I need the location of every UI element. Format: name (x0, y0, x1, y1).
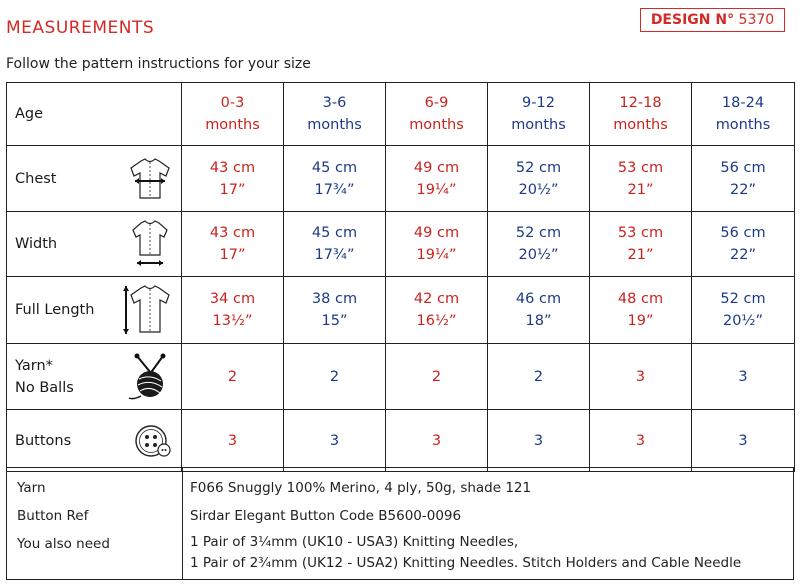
size-header: 12-18 months (590, 83, 692, 146)
yarn-label: Yarn* No Balls (7, 344, 182, 410)
size-header: 3-6 months (284, 83, 386, 146)
chest-value: 56 cm 22” (692, 146, 795, 212)
buttons-value: 3 (386, 410, 488, 472)
width-value: 53 cm 21” (590, 212, 692, 277)
yarn-value: 2 (488, 344, 590, 410)
age-label: Age (7, 83, 182, 146)
size-header: 6-9 months (386, 83, 488, 146)
yarn-info-label: Yarn (17, 480, 46, 496)
chest-value: 45 cm 17¾” (284, 146, 386, 212)
needles-line-1: 1 Pair of 3¼mm (UK10 - USA3) Knitting Needles, (190, 534, 519, 550)
length-value: 38 cm 15” (284, 277, 386, 344)
yarn-info-value: F066 Snuggly 100% Merino, 4 ply, 50g, shade 121 (190, 480, 532, 496)
length-value: 34 cm 13½” (182, 277, 284, 344)
buttons-value: 3 (284, 410, 386, 472)
width-value: 45 cm 17¾” (284, 212, 386, 277)
width-row (7, 212, 795, 277)
width-value: 49 cm 19¼” (386, 212, 488, 277)
design-number-box (640, 8, 785, 32)
length-value: 52 cm 20½” (692, 277, 795, 344)
yarn-value: 2 (284, 344, 386, 410)
button-ref-label: Button Ref (17, 508, 89, 524)
chest-width-icon (127, 156, 173, 202)
width-value: 56 cm 22” (692, 212, 795, 277)
length-value: 42 cm 16½” (386, 277, 488, 344)
length-label: Full Length (7, 277, 182, 344)
yarn-value: 3 (590, 344, 692, 410)
chest-value: 43 cm 17” (182, 146, 284, 212)
subtitle: Follow the pattern instructions for your size (6, 56, 311, 72)
garment-width-icon (127, 219, 173, 269)
chest-value: 53 cm 21” (590, 146, 692, 212)
age-row (7, 83, 795, 146)
design-label: DESIGN N° (650, 12, 735, 28)
also-need-label: You also need (17, 536, 110, 552)
yarn-ball-icon (127, 352, 173, 402)
size-header: 9-12 months (488, 83, 590, 146)
length-row (7, 277, 795, 344)
buttons-row (7, 410, 795, 472)
width-value: 43 cm 17” (182, 212, 284, 277)
chest-row (7, 146, 795, 212)
length-value: 46 cm 18” (488, 277, 590, 344)
page-title: MEASUREMENTS (6, 18, 155, 38)
buttons-value: 3 (488, 410, 590, 472)
divider (182, 468, 183, 579)
size-header: 0-3 months (182, 83, 284, 146)
yarn-row (7, 344, 795, 410)
chest-value: 52 cm 20½” (488, 146, 590, 212)
needles-line-2: 1 Pair of 2¾mm (UK12 - USA2) Knitting Needles. Stitch Holders and Cable Needle (190, 555, 742, 571)
width-value: 52 cm 20½” (488, 212, 590, 277)
buttons-value: 3 (692, 410, 795, 472)
buttons-label: Buttons (7, 410, 182, 472)
design-number: 5370 (738, 12, 775, 28)
size-header: 18-24 months (692, 83, 795, 146)
buttons-value: 3 (590, 410, 692, 472)
materials-section (6, 467, 794, 580)
length-value: 48 cm 19” (590, 277, 692, 344)
yarn-value: 3 (692, 344, 795, 410)
buttons-value: 3 (182, 410, 284, 472)
yarn-value: 2 (386, 344, 488, 410)
width-label: Width (7, 212, 182, 277)
measurements-table (6, 82, 795, 472)
yarn-value: 2 (182, 344, 284, 410)
length-icon (123, 282, 173, 338)
button-ref-value: Sirdar Elegant Button Code B5600-0096 (190, 508, 462, 524)
chest-value: 49 cm 19¼” (386, 146, 488, 212)
button-icon (133, 421, 173, 461)
chest-label: Chest (7, 146, 182, 212)
